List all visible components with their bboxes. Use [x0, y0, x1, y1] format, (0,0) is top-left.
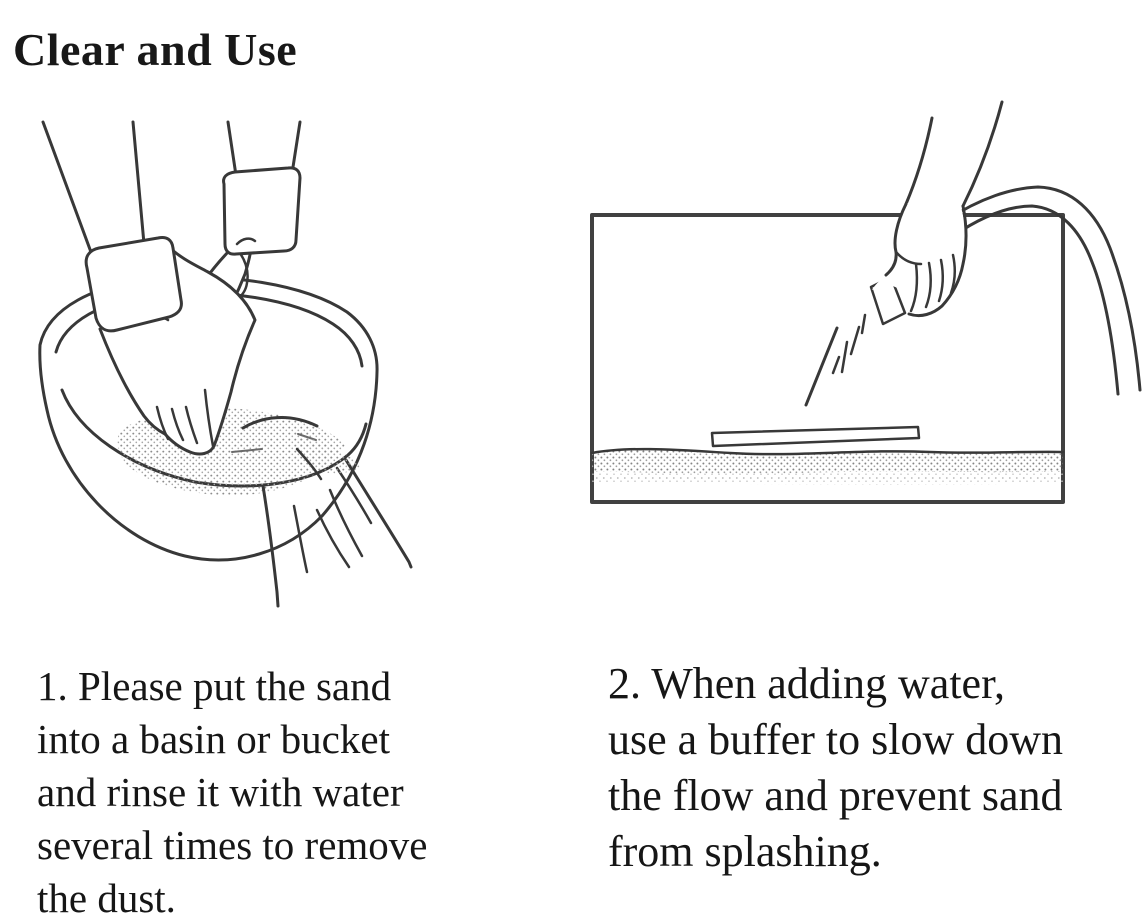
caption-line: use a buffer to slow down [608, 715, 1063, 764]
left-glove-cuff [86, 237, 181, 330]
tank-buffer-drawing [560, 95, 1145, 510]
right-glove-cuff [224, 168, 300, 254]
caption-line: 1. Please put the sand [37, 663, 392, 709]
caption-line: into a basin or bucket [37, 716, 390, 762]
water-stream-edge [346, 460, 411, 567]
water-flow-line [317, 510, 349, 567]
step-2-caption [608, 656, 1138, 880]
tank-buffer-illustration [560, 95, 1145, 510]
caption-line: the dust. [37, 875, 176, 921]
caption-line: several times to remove [37, 822, 428, 868]
caption-line: 2. When adding water, [608, 659, 1005, 708]
page-title: Clear and Use [13, 23, 298, 75]
caption-line: from splashing. [608, 827, 882, 876]
water-stream-edge [263, 486, 278, 606]
step-1-caption [37, 660, 507, 924]
caption-line: the flow and prevent sand [608, 771, 1063, 820]
forearm [906, 102, 1002, 206]
caption-line: and rinse it with water [37, 769, 404, 815]
sand-layer-fade [592, 471, 1063, 485]
basin-washing-illustration [0, 95, 470, 620]
basin-washing-drawing [0, 95, 470, 620]
